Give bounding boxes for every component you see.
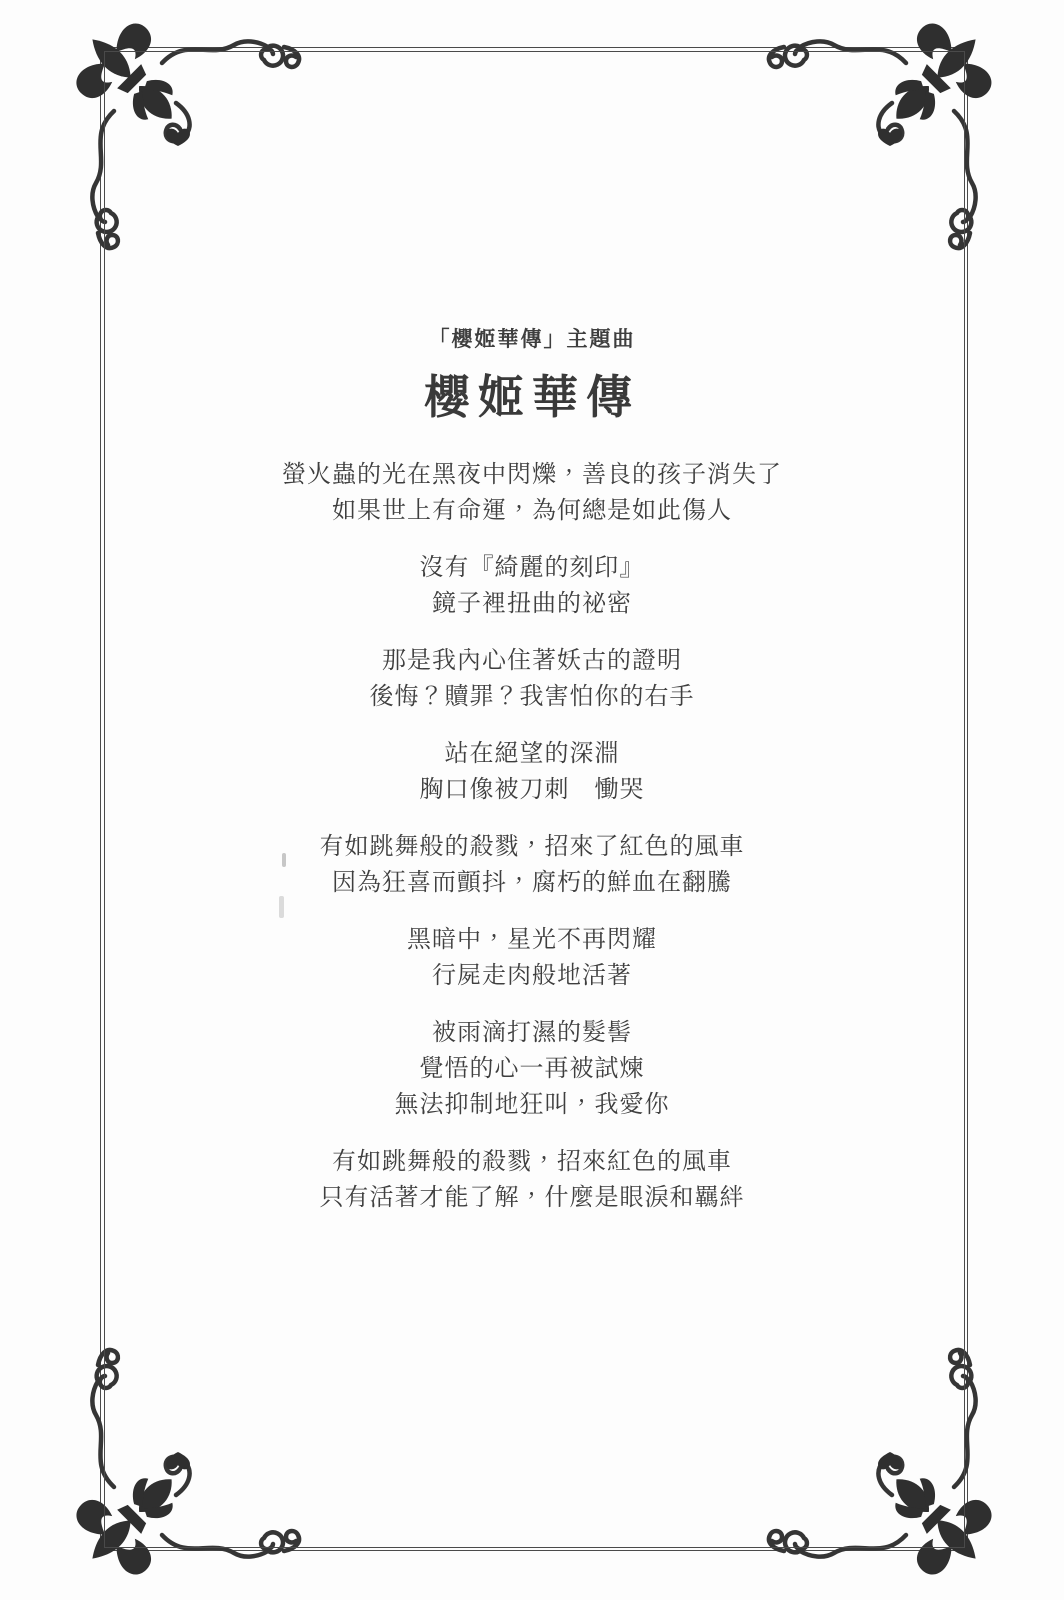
lyric-line: 黑暗中，星光不再閃耀 [407, 926, 657, 953]
stanza-1 [0, 457, 1064, 529]
lyric-line: 螢火蟲的光在黑夜中閃爍，善良的孩子消失了 [282, 461, 782, 488]
stanza-8 [0, 1144, 1064, 1216]
song-title: 櫻姬華傳 [424, 371, 640, 423]
song-subtitle: 「櫻姬華傳」主題曲 [428, 328, 636, 351]
lyric-line: 如果世上有命運，為何總是如此傷人 [332, 497, 732, 524]
fleur-de-lis-corner-ornament-bottom-left [58, 1321, 328, 1591]
stanza-4 [0, 736, 1064, 808]
lyric-line: 覺悟的心一再被試煉 [419, 1055, 645, 1082]
lyric-line: 鏡子裡扭曲的祕密 [432, 590, 632, 617]
lyric-line: 有如跳舞般的殺戮，招來紅色的風車 [332, 1148, 732, 1175]
stanza-5 [0, 829, 1064, 901]
lyric-line: 站在絕望的深淵 [444, 740, 620, 767]
lyric-line: 那是我內心住著妖古的證明 [382, 647, 682, 674]
lyric-line: 胸口像被刀刺 慟哭 [419, 776, 645, 803]
stanza-3 [0, 643, 1064, 715]
lyric-line: 沒有『綺麗的刻印』 [419, 554, 645, 581]
fleur-de-lis-corner-ornament-bottom-right [740, 1321, 1010, 1591]
lyrics-block [0, 457, 1064, 1216]
stanza-2 [0, 550, 1064, 622]
scan-artifact [279, 896, 284, 918]
scan-artifact [282, 853, 286, 867]
lyric-line: 行屍走肉般地活著 [432, 962, 632, 989]
lyric-line: 無法抑制地狂叫，我愛你 [394, 1091, 670, 1118]
lyric-line: 被雨滴打濕的髮髻 [432, 1019, 632, 1046]
lyric-line: 有如跳舞般的殺戮，招來了紅色的風車 [319, 833, 745, 860]
stanza-6 [0, 922, 1064, 994]
stanza-7 [0, 1015, 1064, 1123]
lyric-line: 因為狂喜而顫抖，腐朽的鮮血在翻騰 [332, 869, 732, 896]
lyric-line: 後悔？贖罪？我害怕你的右手 [369, 683, 695, 710]
lyric-line: 只有活著才能了解，什麼是眼淚和羈絆 [319, 1184, 745, 1211]
